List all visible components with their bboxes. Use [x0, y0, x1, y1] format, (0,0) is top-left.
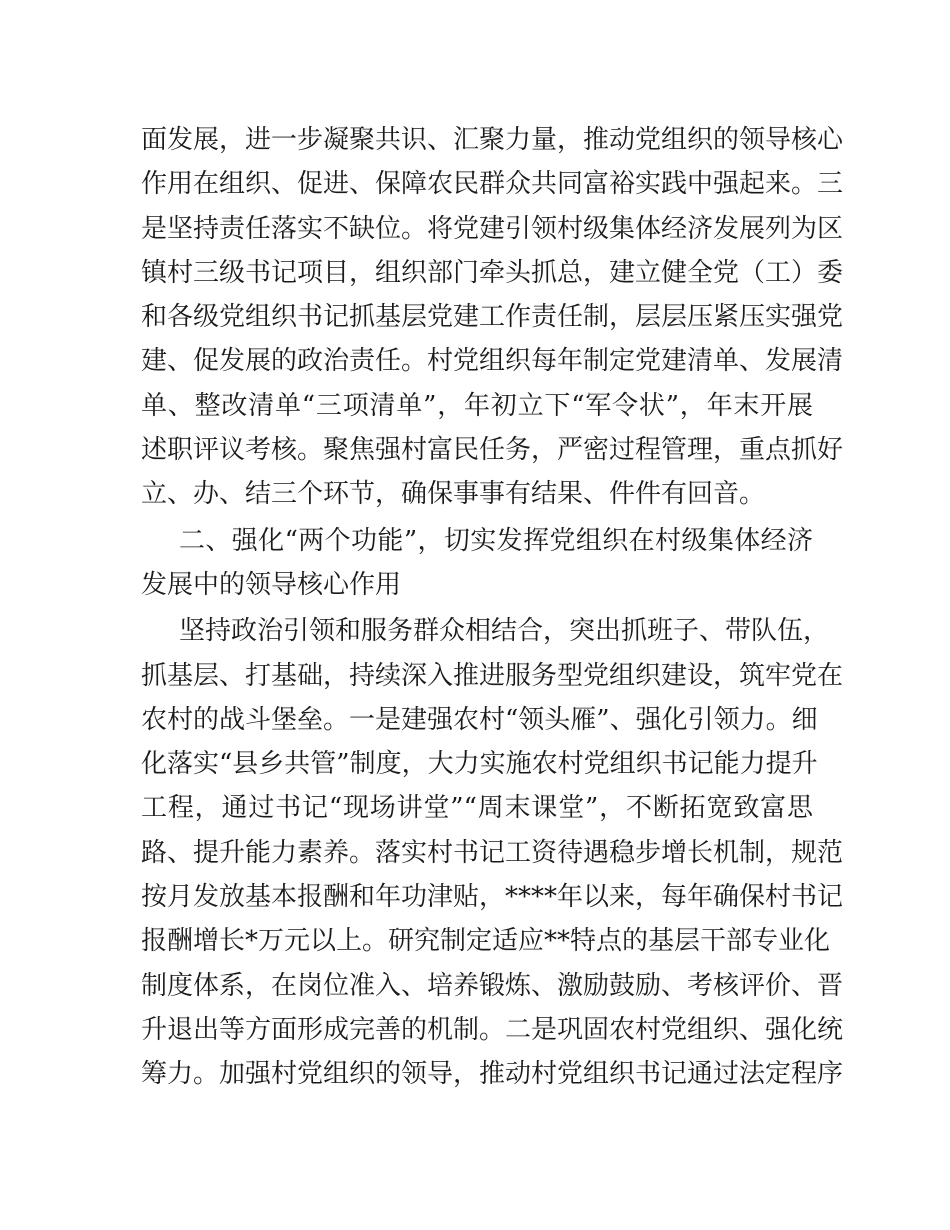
section-heading: [141, 519, 813, 608]
text-line: 筹力。加强村党组织的领导，推动村党组织书记通过法定程序: [141, 1059, 844, 1090]
text-line: 面发展，进一步凝聚共识、汇聚力量，推动党组织的领导核心: [141, 125, 844, 155]
heading-line: 发展中的领导核心作用: [141, 569, 402, 600]
text-line: 农村的战斗堡垒。一是建强农村“领头雁”、强化引领力。细: [141, 704, 818, 735]
text-line: 镇村三级书记项目，组织部门牵头抓总，建立健全党（工）委: [141, 257, 844, 288]
text-line: 按月发放基本报酬和年功津贴，****年以来，每年确保村书记: [141, 882, 844, 913]
text-line: 升退出等方面形成完善的机制。二是巩固农村党组织、强化统: [141, 1014, 844, 1045]
paragraph: [141, 609, 844, 1096]
text-line: 报酬增长*万元以上。研究制定适应**特点的基层干部专业化: [141, 926, 831, 957]
text-line: 是坚持责任落实不缺位。将党建引领村级集体经济发展列为区: [141, 213, 844, 244]
text-line: 抓基层、打基础，持续深入推进服务型党组织建设，筑牢党在: [141, 660, 844, 691]
text-line: 和各级党组织书记抓基层党建工作责任制，层层压紧压实强党: [141, 302, 844, 333]
text-line: 制度体系，在岗位准入、培养锻炼、激励鼓励、考核评价、晋: [141, 970, 844, 1001]
text-line: 路、提升能力素养。落实村书记工资待遇稳步增长机制，规范: [141, 837, 844, 868]
text-line: 坚持政治引领和服务群众相结合，突出抓班子、带队伍，: [179, 616, 830, 647]
text-line: 单、整改清单“三项清单”，年初立下“军令状”，年末开展: [141, 390, 813, 421]
text-line: 工程，通过书记“现场讲堂”“周末课堂”，不断拓宽致富思: [141, 793, 813, 824]
heading-line: 二、强化“两个功能”，切实发挥党组织在村级集体经济: [179, 525, 813, 556]
text-line: 作用在组织、促进、保障农民群众共同富裕实践中强起来。三: [141, 169, 844, 200]
document-body: [141, 118, 844, 1097]
paragraph-continuation: [141, 118, 844, 517]
text-line: 述职评议考核。聚焦强村富民任务，严密过程管理，重点抓好: [141, 435, 844, 466]
text-line: 化落实“县乡共管”制度，大力实施农村党组织书记能力提升: [141, 749, 818, 780]
text-line: 立、办、结三个环节，确保事事有结果、件件有回音。: [141, 479, 766, 510]
text-line: 建、促发展的政治责任。村党组织每年制定党建清单、发展清: [141, 346, 844, 377]
